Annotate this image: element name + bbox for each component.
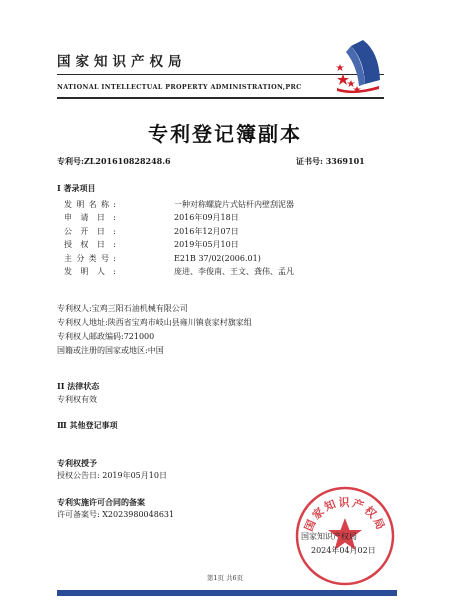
record-inventors xyxy=(64,266,404,278)
org-name-cn: 国家知识产权局 xyxy=(57,54,187,70)
record-label: 申请日: xyxy=(64,213,116,222)
patentee-postal-code: 专利权人邮政编码:721000 xyxy=(57,332,155,341)
section-bibliographic-heading: I 著录项目 xyxy=(57,183,96,193)
patentee-country: 国籍或注册的国家或地区:中国 xyxy=(57,346,164,355)
cnipa-logo-icon xyxy=(333,36,383,94)
record-grant-date xyxy=(64,239,404,251)
record-label: 主分类号: xyxy=(64,254,116,263)
seal-stamp-date: 2024年04月02日 xyxy=(311,546,376,555)
bottom-bar xyxy=(57,590,397,596)
document-title: 专利登记簿副本 xyxy=(148,122,302,146)
record-label: 发明名称: xyxy=(64,200,116,209)
header-rule-bottom xyxy=(57,97,384,99)
certificate-number: 证书号: 3369101 xyxy=(296,156,365,166)
section-legal-status-heading: II 法律状态 xyxy=(57,381,100,391)
patentee: 专利权人:宝鸡三阳石油机械有限公司 xyxy=(57,304,188,313)
org-name-en: NATIONAL INTELLECTUAL PROPERTY ADMINISTRATION,PRC xyxy=(57,83,302,91)
record-publication-date xyxy=(64,226,404,238)
record-value: 一种对称螺旋片式钻杆内壁刮泥器 xyxy=(174,200,294,209)
record-value: 2016年12月07日 xyxy=(174,227,239,236)
patent-number: 专利号:ZL201610828248.6 xyxy=(57,156,171,166)
record-filing-date xyxy=(64,212,404,224)
grant-heading: 专利权授予 xyxy=(57,458,97,468)
record-value: 2019年05月10日 xyxy=(174,240,239,249)
record-value: E21B 37/02(2006.01) xyxy=(174,254,261,263)
record-title xyxy=(64,199,404,211)
grant-announcement-date: 授权公告日: 2019年05月10日 xyxy=(57,471,167,480)
record-label: 授权日: xyxy=(64,240,116,249)
record-label: 公开日: xyxy=(64,227,116,236)
record-label: 发明人: xyxy=(64,267,116,276)
patentee-address: 专利权人地址:陕西省宝鸡市岐山县雍川镇袁家村旗家组 xyxy=(57,318,252,327)
section-other-registrations-heading: Ⅲ 其他登记事项 xyxy=(57,420,118,430)
license-heading: 专利实施许可合同的备案 xyxy=(57,497,145,507)
seal-stamp-org: 国家知识产权局 xyxy=(301,532,357,541)
record-classification xyxy=(64,253,404,265)
record-value: 2016年09月18日 xyxy=(174,213,239,222)
legal-status: 专利权有效 xyxy=(57,395,97,404)
license-record-number: 许可备案号: X2023980048631 xyxy=(57,510,175,519)
record-value: 庞进、李俊南、王文、龚伟、孟凡 xyxy=(174,267,294,276)
seal-ring-text: 国家知识产权局 xyxy=(302,496,388,534)
page-number: 第1页 共6页 xyxy=(206,574,244,582)
